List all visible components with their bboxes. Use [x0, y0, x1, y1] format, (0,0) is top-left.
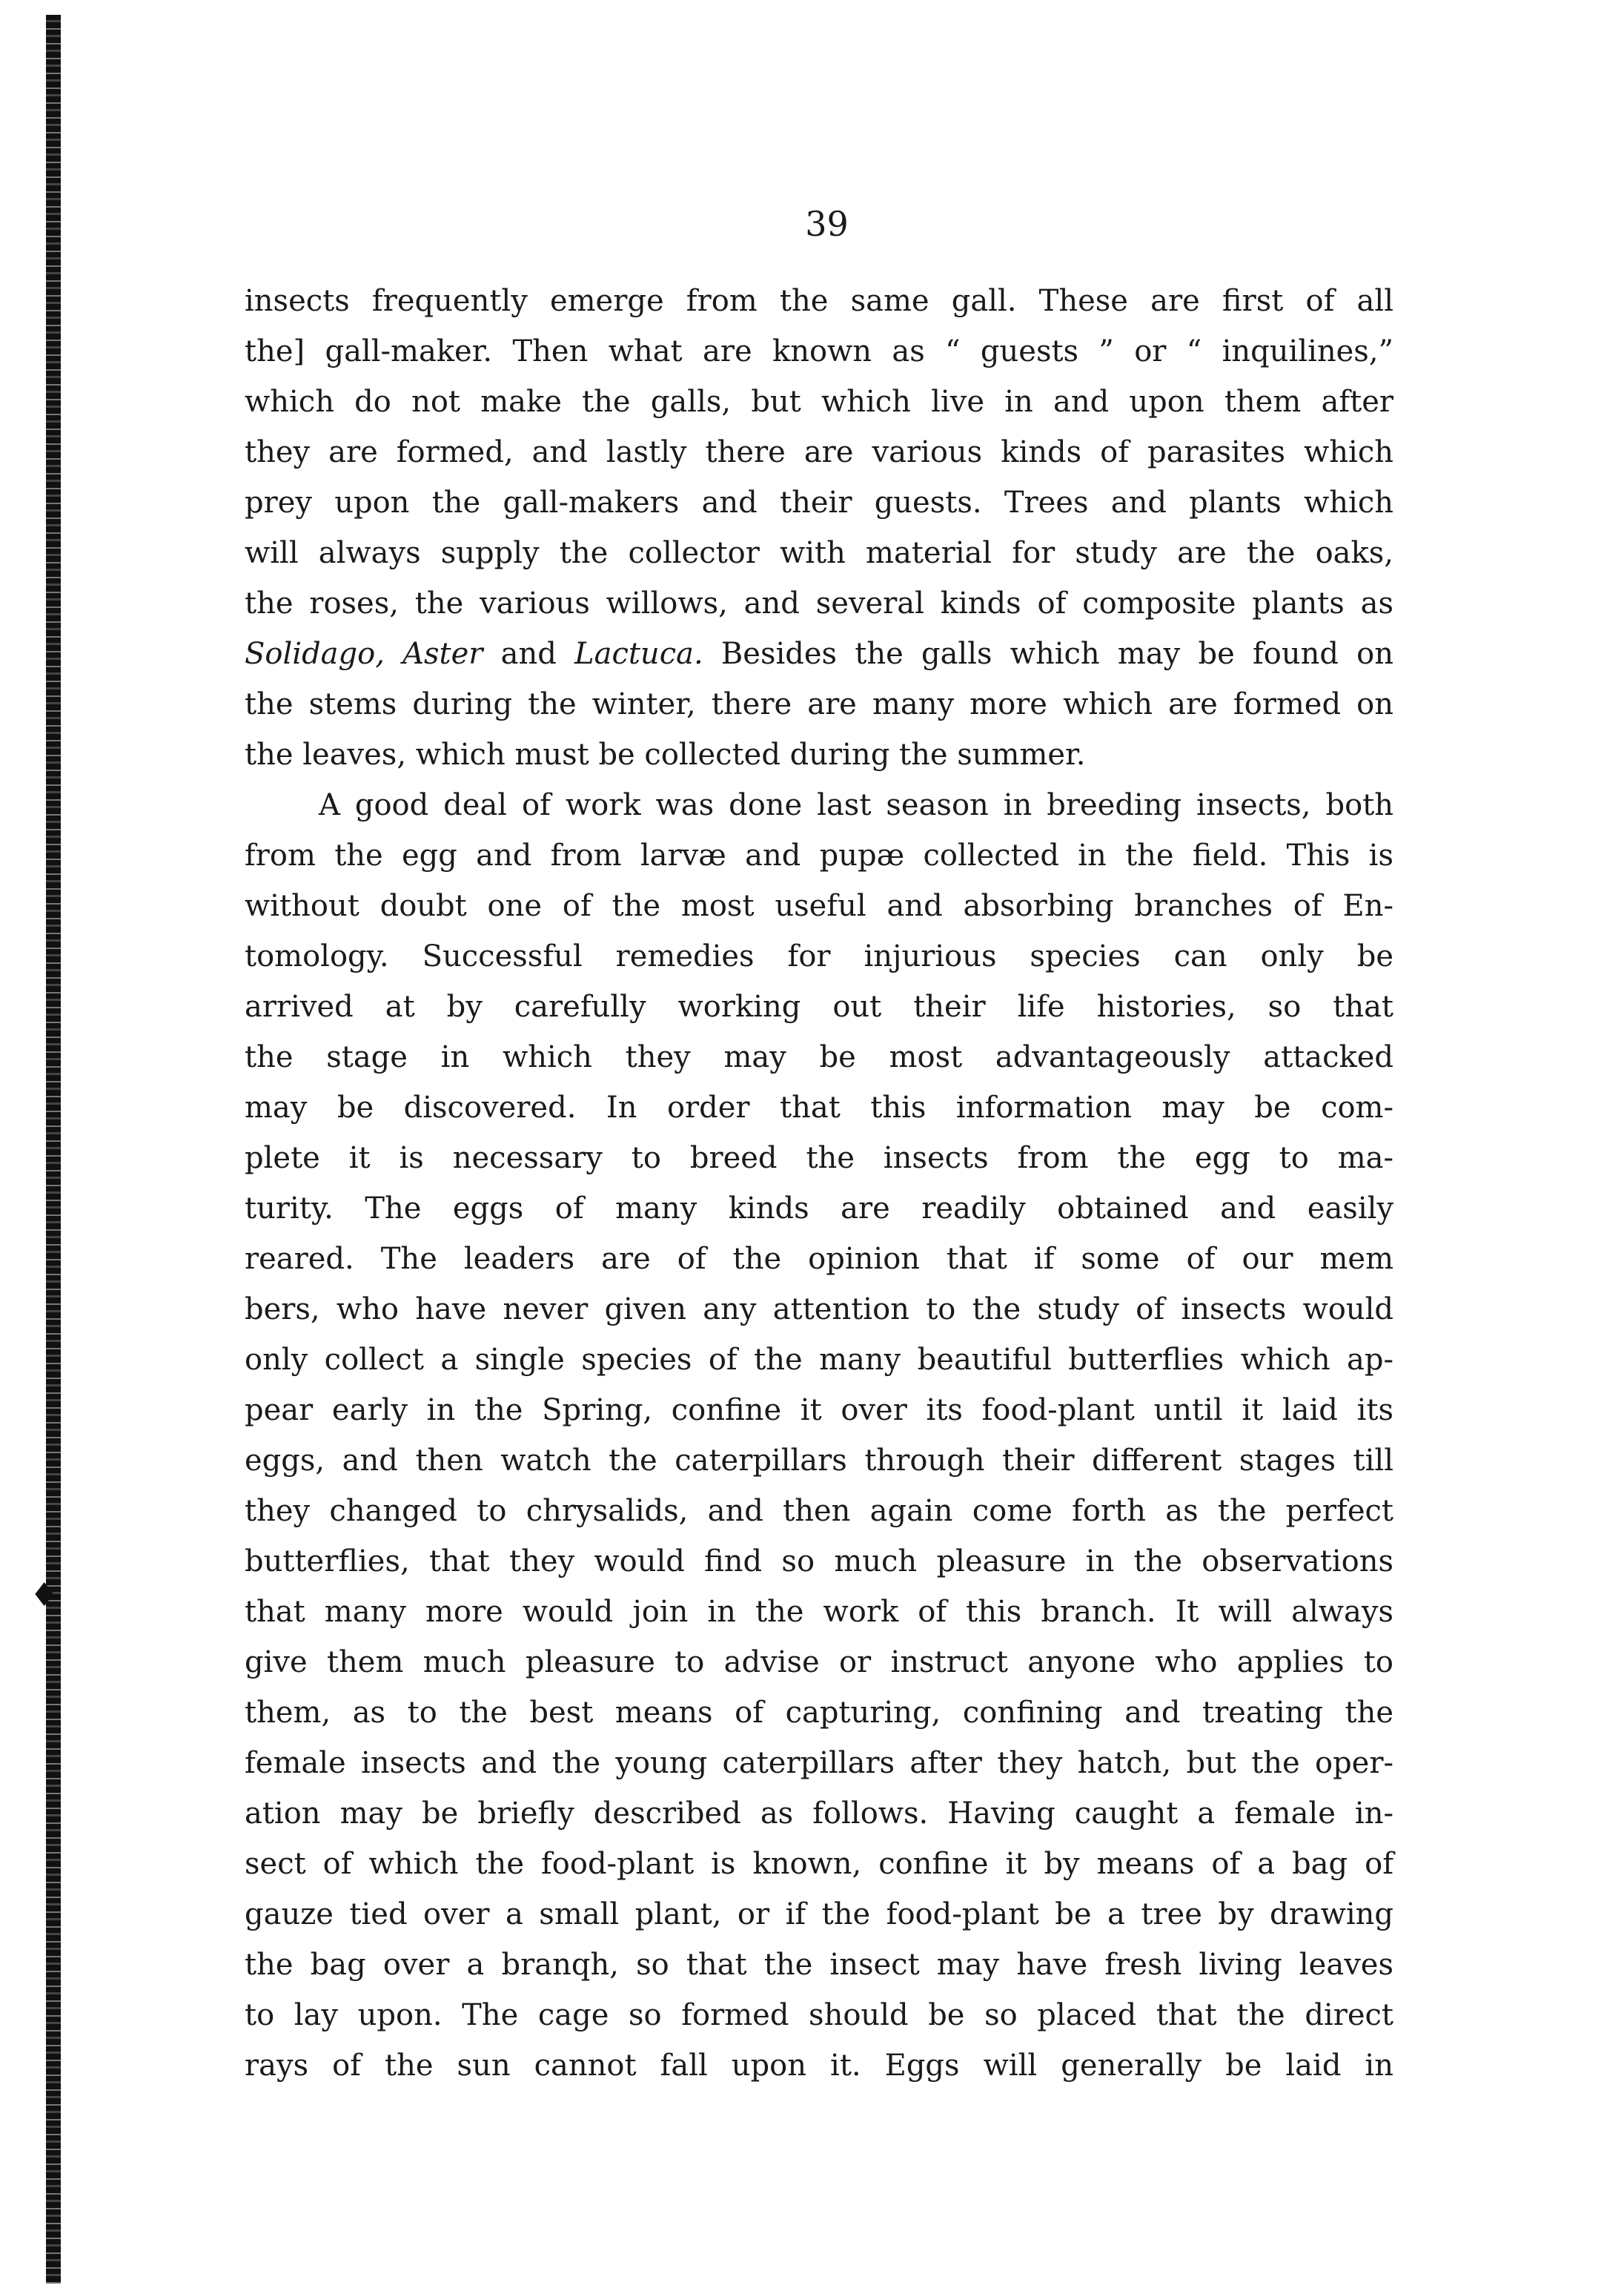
- text-line: the] gall-maker. Then what are known as “ guests ” or “ inquilines,”: [245, 334, 1393, 368]
- text-line: from the egg and from larvæ and pupæ collected in the field. This is: [245, 839, 1393, 873]
- text-line: butterflies, that they would find so much pleasure in the observations: [245, 1544, 1393, 1578]
- text-line: that many more would join in the work of this branch. It will always: [245, 1595, 1393, 1629]
- page-number: 39: [805, 204, 849, 244]
- text-line: bers, who have never given any attention to the study of insects would: [245, 1292, 1393, 1326]
- text-line: Solidago, Aster and Lactuca. Besides the galls which may be found on: [245, 637, 1393, 671]
- text-line: the stage in which they may be most advantageously attacked: [245, 1040, 1393, 1074]
- text-line: A good deal of work was done last season in breeding insects, both: [319, 788, 1393, 822]
- text-line: ation may be briefly described as follows. Having caught a female in-: [245, 1796, 1393, 1831]
- text-line: pear early in the Spring, confine it over its food-plant until it laid its: [245, 1393, 1393, 1427]
- text-line: gauze tied over a small plant, or if the food-plant be a tree by drawing: [245, 1897, 1393, 1931]
- text-line: give them much pleasure to advise or instruct anyone who applies to: [245, 1645, 1393, 1679]
- text-line: without doubt one of the most useful and absorbing branches of En-: [245, 889, 1393, 923]
- text-line: turity. The eggs of many kinds are readily obtained and easily: [245, 1191, 1393, 1226]
- text-line: sect of which the food-plant is known, confine it by means of a bag of: [245, 1847, 1393, 1881]
- spine-blot-mark: ♦: [30, 1576, 59, 1614]
- text-line: the stems during the winter, there are many more which are formed on: [245, 687, 1393, 721]
- text-line: will always supply the collector with material for study are the oaks,: [245, 536, 1393, 570]
- text-line: they changed to chrysalids, and then again come forth as the perfect: [245, 1494, 1393, 1528]
- genus-aster: Aster: [402, 637, 483, 671]
- text-line: female insects and the young caterpillars after they hatch, but the oper-: [245, 1746, 1393, 1780]
- text-line: arrived at by carefully working out their life histories, so that: [245, 990, 1393, 1024]
- text-line: rays of the sun cannot fall upon it. Eggs will generally be laid in: [245, 2049, 1393, 2083]
- text-line: reared. The leaders are of the opinion that if some of our mem: [245, 1242, 1393, 1276]
- body-text: [245, 276, 1393, 2091]
- text-line: only collect a single species of the many beautiful butterflies which ap-: [245, 1343, 1393, 1377]
- text-line: the roses, the various willows, and several kinds of composite plants as: [245, 586, 1393, 621]
- text-line: which do not make the galls, but which live in and upon them after: [245, 385, 1393, 419]
- text-line: to lay upon. The cage so formed should be so placed that the direct: [245, 1998, 1393, 2032]
- genus-lactuca: Lactuca.: [574, 637, 703, 671]
- text-line: prey upon the gall-makers and their guests. Trees and plants which: [245, 486, 1393, 520]
- text-line: may be discovered. In order that this information may be com-: [245, 1091, 1393, 1125]
- text-line: insects frequently emerge from the same gall. These are first of all: [245, 284, 1393, 318]
- text-line: them, as to the best means of capturing, confining and treating the: [245, 1696, 1393, 1730]
- text-line: plete it is necessary to breed the insects from the egg to ma-: [245, 1141, 1393, 1175]
- text-line: they are formed, and lastly there are various kinds of parasites which: [245, 435, 1393, 469]
- book-spine-edge: [46, 15, 61, 2284]
- text-line: tomology. Successful remedies for injurious species can only be: [245, 939, 1393, 973]
- text-line: eggs, and then watch the caterpillars through their different stages till: [245, 1444, 1393, 1478]
- genus-solidago: Solidago,: [245, 637, 385, 671]
- text-line: the leaves, which must be collected during the summer.: [245, 738, 1086, 772]
- text-line: the bag over a branqh, so that the insect may have fresh living leaves: [245, 1948, 1393, 1982]
